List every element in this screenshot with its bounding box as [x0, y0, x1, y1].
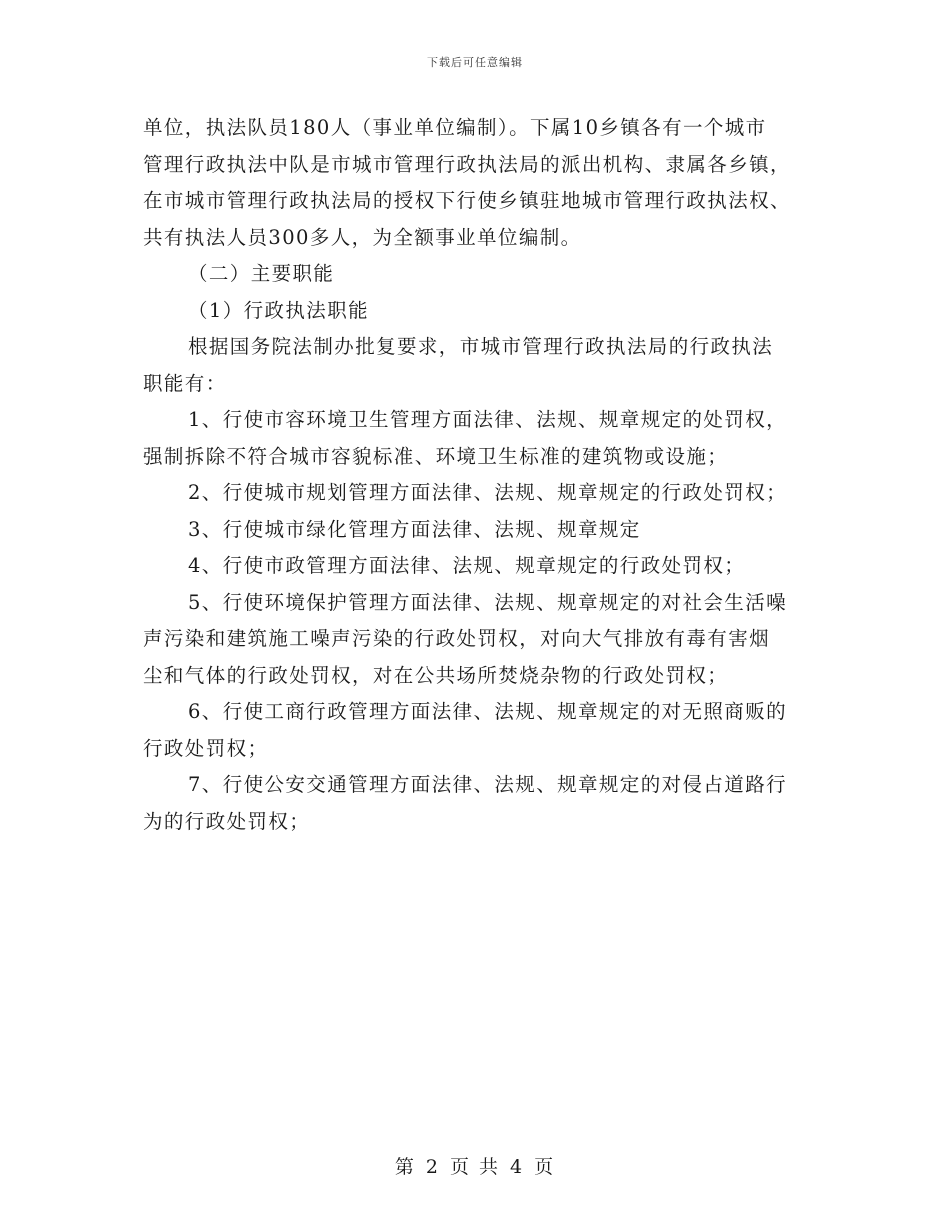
footer-prefix: 第	[394, 1156, 416, 1178]
body-line: 根据国务院法制办批复要求，市城市管理行政执法局的行政执法	[188, 335, 774, 358]
body-line: 行政处罚权；	[143, 736, 269, 760]
body-line: 管理行政执法中队是市城市管理行政执法局的派出机构、隶属各乡镇，	[143, 152, 791, 176]
total-pages: 4	[510, 1156, 525, 1178]
body-line: 共有执法人员300多人，为全额事业单位编制。	[143, 225, 582, 249]
body-line: 职能有：	[143, 371, 227, 395]
list-item-4: 4、行使市政管理方面法律、法规、规章规定的行政处罚权；	[188, 554, 746, 577]
document-body	[143, 110, 808, 840]
list-item-6: 6、行使工商行政管理方面法律、法规、规章规定的对无照商贩的	[188, 700, 788, 723]
list-item-1: 1、行使市容环境卫生管理方面法律、法规、规章规定的处罚权，	[188, 408, 788, 431]
body-line: 强制拆除不符合城市容貌标准、环境卫生标准的建筑物或设施；	[143, 444, 729, 468]
body-line: 声污染和建筑施工噪声污染的行政处罚权，对向大气排放有毒有害烟	[143, 627, 771, 650]
footer-middle: 页 共	[449, 1156, 501, 1178]
subsection-heading: （1）行政执法职能	[188, 298, 370, 322]
body-line: 在市城市管理行政执法局的授权下行使乡镇驻地城市管理行政执法权、	[143, 189, 791, 212]
body-line: 尘和气体的行政处罚权，对在公共场所焚烧杂物的行政处罚权；	[143, 663, 729, 687]
list-item-7: 7、行使公安交通管理方面法律、法规、规章规定的对侵占道路行	[188, 773, 788, 796]
page-number: 2	[425, 1156, 440, 1178]
list-item-5: 5、行使环境保护管理方面法律、法规、规章规定的对社会生活噪	[188, 590, 788, 614]
section-heading: （二）主要职能	[188, 262, 335, 285]
list-item-2: 2、行使城市规划管理方面法律、法规、规章规定的行政处罚权；	[188, 481, 788, 504]
list-item-3: 3、行使城市绿化管理方面法律、法规、规章规定	[188, 517, 641, 541]
header-note: 下载后可任意编辑	[427, 56, 523, 69]
body-line: 为的行政处罚权；	[143, 809, 311, 833]
footer-suffix: 页	[534, 1156, 556, 1178]
page-footer	[0, 1152, 950, 1179]
body-line: 单位，执法队员180人（事业单位编制）。下属10乡镇各有一个城市	[143, 116, 767, 139]
